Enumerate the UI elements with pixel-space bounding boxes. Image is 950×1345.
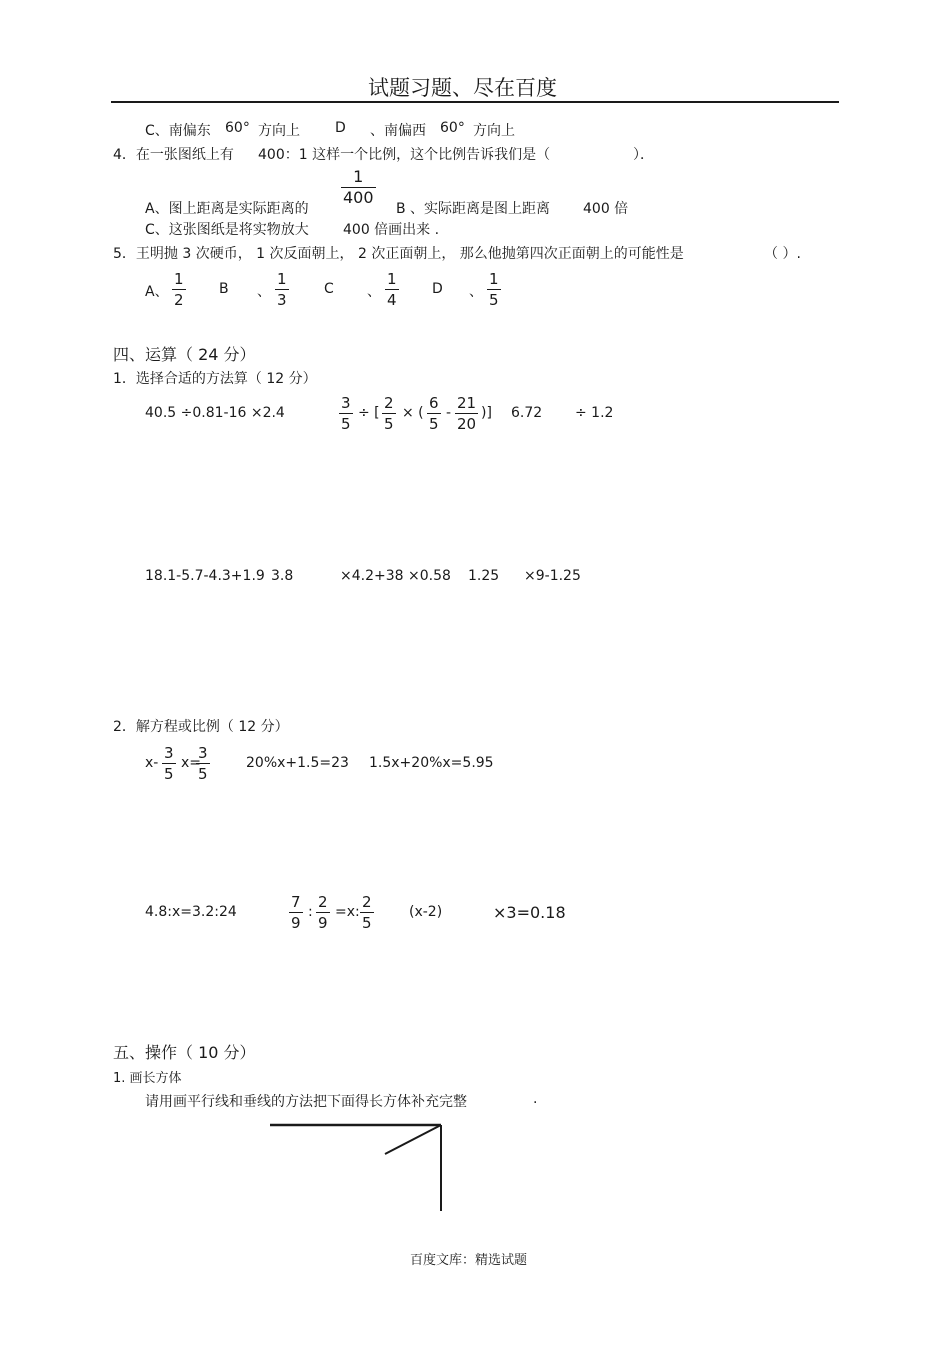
q3-option-d-degree: 60° [440, 120, 465, 136]
q5-option-a-label: A、 [145, 284, 169, 300]
calc-row2-expr-1: 18.1-5.7-4.3+1.9 [145, 568, 265, 584]
q4-fraction [341, 168, 376, 207]
q4-option-b: B 、实际距离是图上距离 [396, 201, 551, 217]
header-rule [111, 101, 839, 103]
q5-option-d-sep: 、 [469, 284, 483, 300]
fraction-denominator: 5 [198, 765, 208, 783]
q3-option-c-degree: 60° [225, 120, 250, 136]
fraction-numerator: 2 [318, 893, 328, 911]
fraction-denominator: 400 [343, 188, 374, 207]
q5-option-d-label: D [432, 281, 443, 297]
fraction-denominator: 5 [362, 914, 372, 932]
section-5-title: 五、操作（ 10 分） [113, 1043, 256, 1062]
q5-option-a-fraction [172, 270, 186, 309]
calc-expression-3-b: ÷ 1.2 [575, 405, 614, 421]
fraction-denominator: 2 [174, 291, 184, 309]
fraction-bar [162, 763, 176, 764]
fraction-numerator: 1 [353, 167, 364, 186]
q3-option-d-direction: 方向上 [473, 123, 515, 139]
equation-1-fraction-2 [196, 744, 210, 783]
q4-option-a: A、图上距离是实际距离的 [145, 201, 309, 217]
calc-expression-1: 40.5 ÷0.81-16 ×2.4 [145, 405, 285, 421]
calc-row2-expr-3: 1.25 [468, 568, 500, 584]
fraction-denominator: 20 [457, 415, 477, 433]
section-5-q1-title: 1. 画长方体 [113, 1071, 182, 1086]
fraction-bar [385, 289, 399, 290]
fraction-bar [427, 413, 441, 414]
fraction-denominator: 9 [291, 914, 301, 932]
fraction-denominator: 3 [277, 291, 287, 309]
section-4-q2-title: 2．解方程或比例（ 12 分） [113, 719, 289, 735]
fraction-numerator: 2 [384, 394, 394, 412]
fraction-numerator: 6 [429, 394, 439, 412]
equation-1-mid: x= [181, 755, 202, 771]
fraction-bar [339, 413, 353, 414]
q5-option-b-label: B [219, 281, 229, 297]
calc-row2-expr-3-rest: ×9-1.25 [524, 568, 581, 584]
proportion-2-colon-1: : [308, 904, 313, 920]
q4-option-b-times: 400 倍 [583, 201, 629, 217]
calc-2-fraction-4 [455, 394, 478, 433]
calc-row2-expr-2: 3.8 [271, 568, 294, 584]
fraction-bar [360, 912, 374, 913]
cuboid-partial-drawing [265, 1118, 455, 1218]
q5-answer-paren: （ ）. [764, 246, 801, 262]
fraction-denominator: 9 [318, 914, 328, 932]
fraction-denominator: 4 [387, 291, 397, 309]
fraction-denominator: 5 [164, 765, 174, 783]
q3-option-d: 、南偏西 [370, 123, 426, 139]
fraction-denominator: 5 [341, 415, 351, 433]
section-4-q1-title: 1．选择合适的方法算（ 12 分） [113, 371, 317, 387]
q4-stem-b: 400：1 这样一个比例，这个比例告诉我们是（ [258, 147, 551, 163]
calc-2-fraction-1 [339, 394, 353, 433]
fraction-numerator: 3 [198, 744, 208, 762]
fraction-bar [275, 289, 289, 290]
q3-option-d-label: D [335, 120, 346, 136]
fraction-numerator: 21 [457, 394, 477, 412]
equation-1-prefix: x- [145, 755, 159, 771]
equation-2: 20%x+1.5=23 [246, 755, 349, 771]
proportion-2-colon-2: =x: [335, 904, 360, 920]
q5-option-c-sep: 、 [367, 284, 381, 300]
q5-option-b-fraction [275, 270, 289, 309]
q4-stem-c: ）． [633, 147, 654, 163]
fraction-bar [172, 289, 186, 290]
fraction-numerator: 3 [164, 744, 174, 762]
q5-option-b-sep: 、 [257, 284, 271, 300]
section-5-instruction-end: . [533, 1091, 538, 1107]
fraction-bar [196, 763, 210, 764]
calc-expression-3-a: 6.72 [511, 405, 543, 421]
proportion-2-fraction-1 [289, 893, 303, 932]
calc-2-fraction-3 [427, 394, 441, 433]
equation-4-a: (x-2) [409, 904, 443, 920]
calc-2-operator-1: ÷ [ [358, 405, 380, 421]
proportion-2-fraction-3 [360, 893, 374, 932]
section-5-instruction: 请用画平行线和垂线的方法把下面得长方体补充完整 [145, 1094, 467, 1110]
calc-2-operator-2: × ( [402, 405, 424, 421]
fraction-bar [289, 912, 303, 913]
fraction-numerator: 2 [362, 893, 372, 911]
fraction-bar [455, 413, 478, 414]
proportion-1: 4.8:x=3.2:24 [145, 904, 237, 920]
q5-stem: 5．王明抛 3 次硬币， 1 次反面朝上， 2 次正面朝上， 那么他抛第四次正面朝上的可能性是 [113, 246, 684, 262]
equation-3: 1.5x+20%x=5.95 [369, 755, 494, 771]
q4-option-c-rest: 400 倍画出来 . [343, 222, 440, 238]
proportion-2-fraction-2 [316, 893, 330, 932]
q4-option-c: C、这张图纸是将实物放大 [145, 222, 309, 238]
fraction-bar [316, 912, 330, 913]
section-4-title: 四、运算（ 24 分） [113, 345, 256, 364]
fraction-numerator: 1 [489, 270, 499, 288]
calc-2-fraction-2 [382, 394, 396, 433]
q4-stem-a: 4．在一张图纸上有 [113, 147, 234, 163]
equation-4-b: ×3=0.18 [493, 903, 566, 922]
q5-option-c-fraction [385, 270, 399, 309]
q3-option-c: C、南偏东 [145, 123, 211, 139]
equation-1-fraction-1 [162, 744, 176, 783]
calc-2-operator-4: )] [481, 405, 492, 421]
fraction-bar [382, 413, 396, 414]
fraction-numerator: 1 [277, 270, 287, 288]
calc-row2-expr-2-rest: ×4.2+38 ×0.58 [340, 568, 451, 584]
page-footer: 百度文库：精选试题 [410, 1253, 528, 1268]
fraction-numerator: 3 [341, 394, 351, 412]
q5-option-c-label: C [324, 281, 334, 297]
fraction-bar [487, 289, 501, 290]
page-header-title: 试题习题、尽在百度 [368, 76, 557, 100]
q5-option-d-fraction [487, 270, 501, 309]
fraction-numerator: 1 [387, 270, 397, 288]
fraction-numerator: 7 [291, 893, 301, 911]
fraction-denominator: 5 [384, 415, 394, 433]
fraction-numerator: 1 [174, 270, 184, 288]
cuboid-depth-edge [385, 1125, 441, 1154]
q3-option-c-direction: 方向上 [258, 123, 300, 139]
fraction-denominator: 5 [429, 415, 439, 433]
fraction-denominator: 5 [489, 291, 499, 309]
calc-2-operator-3: - [446, 405, 452, 421]
